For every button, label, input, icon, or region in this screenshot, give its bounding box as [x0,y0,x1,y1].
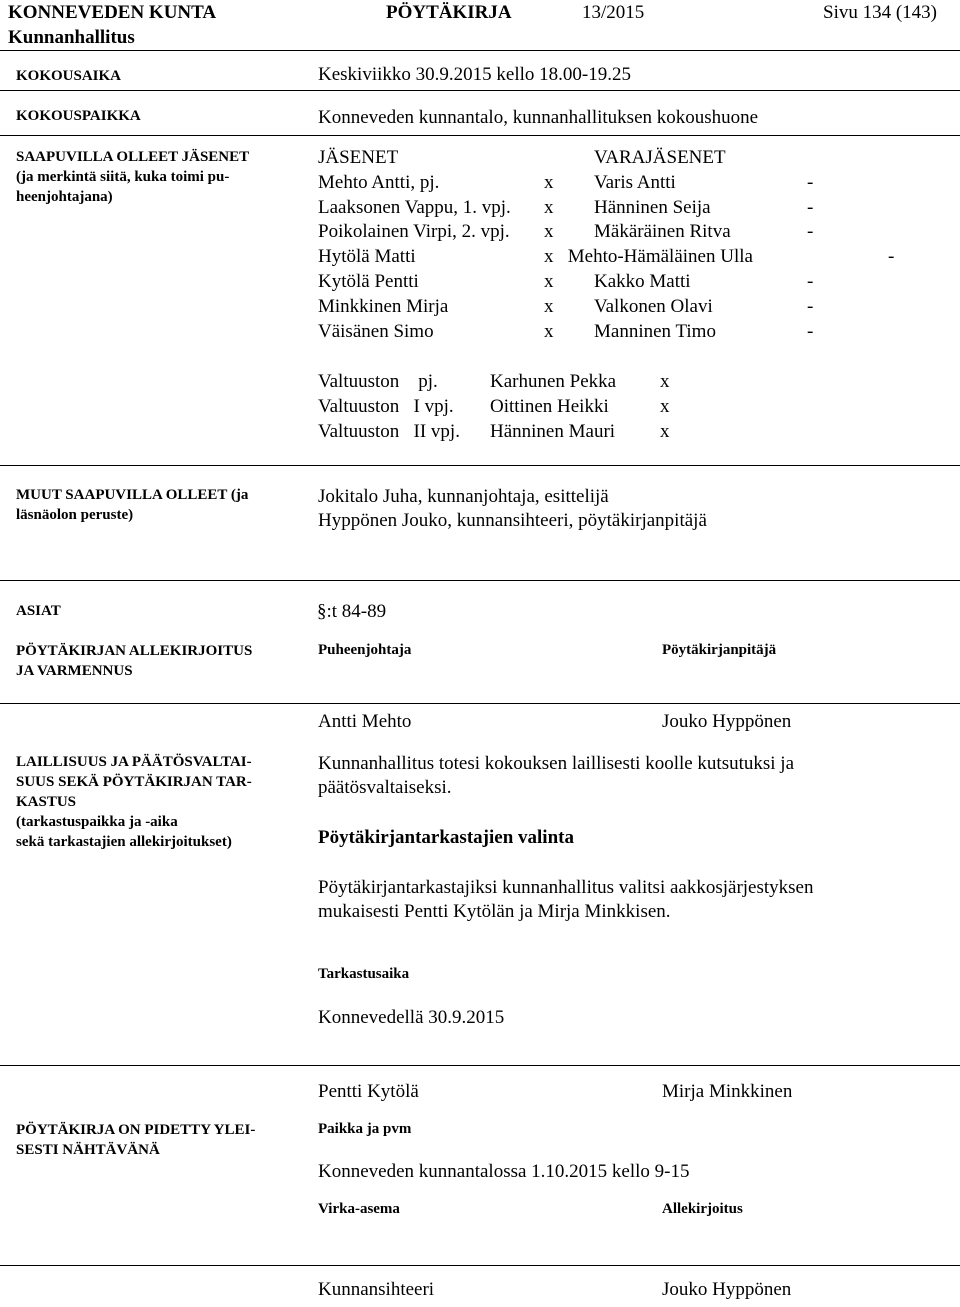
header-divider [0,50,960,51]
deputy-name: Varis Antti [594,171,676,193]
deputy-name: Hänninen Seija [594,196,711,218]
reviewer-1-name: Pentti Kytölä [318,1081,419,1102]
divider [0,1265,960,1266]
deputy-mark: - [807,270,814,292]
divider [0,90,960,91]
members-header: JÄSENET [318,147,399,168]
place-date-value: Konneveden kunnantalossa 1.10.2015 kello 9-15 [318,1161,690,1182]
deputy-name: Manninen Timo [594,320,716,342]
deputy-mark: - [807,295,814,317]
member-mark: x [544,221,554,243]
deputy-name: Kakko Matti [594,270,691,292]
secretary-name: Jouko Hyppönen [662,711,792,732]
deputy-mark: - [807,196,814,218]
deputy-name: Valkonen Olavi [594,295,713,317]
member-name: Laaksonen Vappu, 1. vpj. [318,196,511,218]
secretary-label: Pöytäkirjanpitäjä [662,642,777,658]
meeting-place-value: Konneveden kunnantalo, kunnanhallituksen kokoushuone [318,107,759,128]
reviewers-text: Pöytäkirjantarkastajiksi kunnanhallitus valitsi aakkosjärjestyksen mukaisesti Pentti Kytölän ja Mirja Minkkisen. [318,877,814,922]
deputy-name: Mäkäräinen Ritva [594,221,731,243]
member-name: Minkkinen Mirja [318,295,449,317]
deputy-name: x Mehto-Hämäläinen Ulla [544,246,753,268]
council-mark: x [660,395,670,417]
list-item: Hyppönen Jouko, kunnansihteeri, pöytäkirjanpitäjä [318,510,707,531]
review-time-label: Tarkastusaika [318,966,410,982]
deputy-mark: - [807,221,814,243]
member-name: Kytölä Pentti [318,270,419,292]
deputy-mark: - [888,246,895,268]
signature-label: Allekirjoitus [662,1201,743,1217]
table-row [318,395,718,420]
place-date-label: Paikka ja pvm [318,1121,412,1137]
member-mark: x [544,270,554,292]
divider [0,1065,960,1066]
member-name: Poikolainen Virpi, 2. vpj. [318,221,510,243]
council-name: Hänninen Mauri [490,420,616,442]
council-name: Karhunen Pekka [490,371,617,392]
review-time-value: Konnevedellä 30.9.2015 [318,1007,505,1028]
council-table [318,370,718,444]
signature-value: Jouko Hyppönen [662,1279,792,1300]
items-value: §:t 84-89 [317,601,387,622]
meeting-time-value: Keskiviikko 30.9.2015 kello 18.00-19.25 [318,64,631,85]
governing-body: Kunnanhallitus [8,27,135,48]
deputy-mark: - [807,320,814,342]
document-type: PÖYTÄKIRJA [386,2,512,23]
document-number: 13/2015 [582,2,645,23]
member-mark: x [544,171,554,193]
chair-name: Antti Mehto [318,711,412,732]
page-number: Sivu 134 (143) [823,2,937,23]
meeting-time-label: KOKOUSAIKA [16,68,122,84]
council-role: Valtuuston pj. [318,371,438,392]
position-value: Kunnansihteeri [318,1279,435,1300]
chair-label: Puheenjohtaja [318,642,412,658]
list-item: Jokitalo Juha, kunnanjohtaja, esittelijä [318,486,609,507]
others-present-list [318,485,707,533]
council-role: Valtuuston II vpj. [318,420,460,442]
divider [0,703,960,704]
meeting-place-label: KOKOUSPAIKKA [16,108,141,124]
signatures-label: PÖYTÄKIRJAN ALLEKIRJOITUS JA VARMENNUS [16,643,253,679]
member-mark: x [544,295,554,317]
public-notice-label: PÖYTÄKIRJA ON PIDETTY YLEI- SESTI NÄHTÄVÄNÄ [16,1122,256,1158]
reviewers-heading: Pöytäkirjantarkastajien valinta [318,827,574,848]
divider [0,465,960,466]
table-row [318,420,718,445]
council-mark: x [660,371,670,392]
legality-text: Kunnanhallitus totesi kokouksen laillisesti koolle kutsutuksi ja päätösvaltaiseksi. [318,753,795,798]
deputy-mark: - [807,171,814,193]
deputies-header: VARAJÄSENET [594,147,726,168]
council-mark: x [660,420,670,442]
others-present-label: MUUT SAAPUVILLA OLLEET (ja läsnäolon peruste) [16,487,249,523]
position-label: Virka-asema [318,1201,400,1217]
table-row [318,370,718,395]
reviewer-2-name: Mirja Minkkinen [662,1081,793,1102]
member-mark: x [544,196,554,218]
divider [0,135,960,136]
present-members-label: SAAPUVILLA OLLEET JÄSENET (ja merkintä siitä, kuka toimi pu- heenjohtajana) [16,149,250,205]
member-name: Väisänen Simo [318,320,434,342]
council-role: Valtuuston I vpj. [318,395,454,417]
municipality-name: KONNEVEDEN KUNTA [8,2,217,23]
member-name: Mehto Antti, pj. [318,171,440,193]
items-label: ASIAT [16,603,61,619]
member-mark: x [544,320,554,342]
council-name: Oittinen Heikki [490,395,609,417]
member-name: Hytölä Matti [318,246,416,268]
divider [0,580,960,581]
legality-label: LAILLISUUS JA PÄÄTÖSVALTAI- SUUS SEKÄ PÖYTÄKIRJAN TAR- KASTUS (tarkastuspaikka ja -aika sekä tarkastajien allekirjoitukset) [16,754,252,850]
